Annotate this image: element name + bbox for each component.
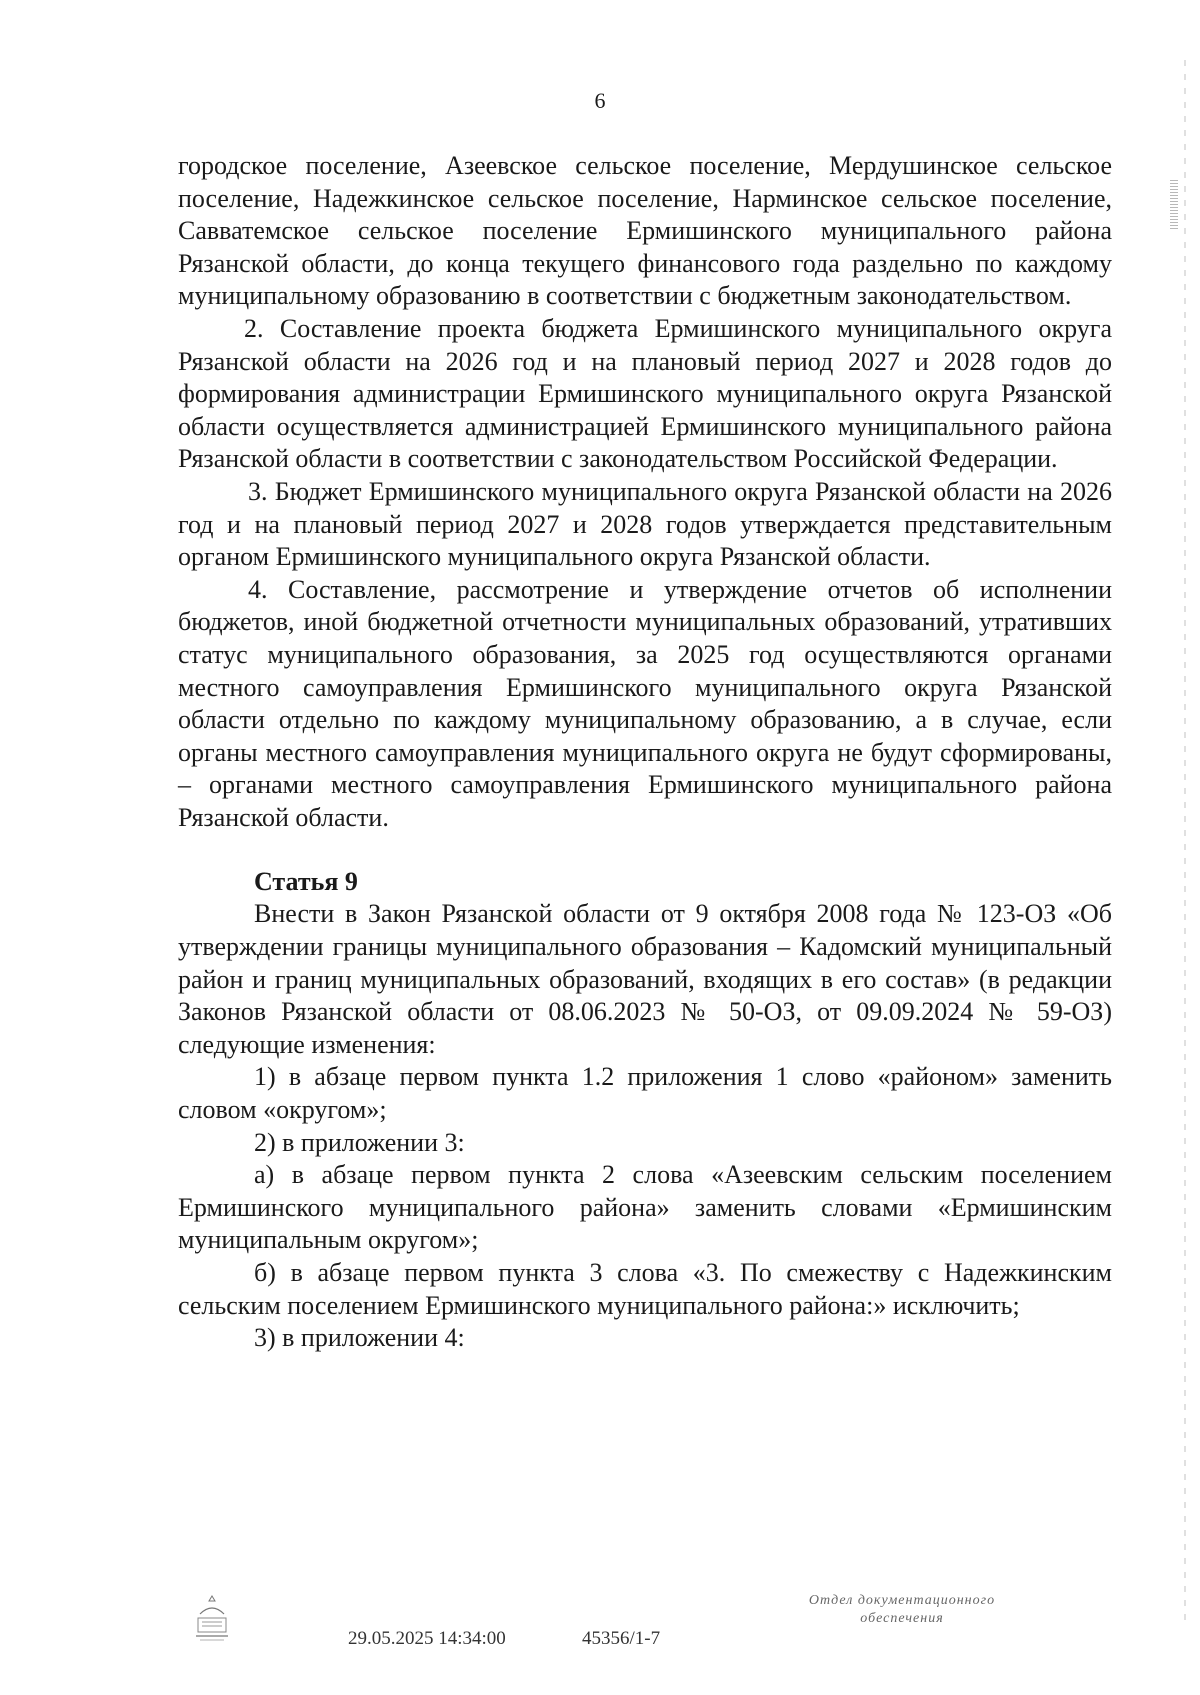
- article-intro: Внести в Закон Рязанской области от 9 октября 2008 года № 123-ОЗ «Об утверждении границы муниципального образования – Кадомский муниципальный район и границ муниципальных образований, входящих в его состав» (в редакции Законов Рязанской области от 08.06.2023 № 50-ОЗ, от 09.09.2024 № 59-ОЗ) следующие изменения:: [178, 899, 1112, 1059]
- page-number: 6: [594, 88, 606, 113]
- paragraph-4: 4. Составление, рассмотрение и утверждение отчетов об исполнении бюджетов, иной бюджетной отчетности муниципальных образований, утративших статус муниципального образования, за 2025 год осуществляются органами местного самоуправления Ермишинского муниципального округа Рязанской области отдельно по каждому муниципальному образованию, а в случае, если органы местного самоуправления муниципального округа не будут сформированы, – органами местного самоуправления Ермишинского муниципального района Рязанской области.: [178, 574, 1112, 832]
- scan-edge: [1184, 60, 1186, 1620]
- footer-stamp: [762, 1592, 1042, 1628]
- article-item-2b: б) в абзаце первом пункта 3 слова «3. По смежеству с Надежкинским сельским поселением Ермишинского муниципального района:» исключить;: [178, 1258, 1112, 1320]
- article-item-3: 3) в приложении 4:: [254, 1323, 465, 1353]
- stamp-line-2: обеспечения: [860, 1611, 944, 1626]
- article-item-2a: а) в абзаце первом пункта 2 слова «Азеевским сельским поселением Ермишинского муниципального района» заменить словами «Ермишинским муниципальным округом»;: [178, 1160, 1112, 1255]
- scan-artifact: [1170, 180, 1178, 230]
- footer-datetime: 29.05.2025 14:34:00: [348, 1628, 506, 1649]
- paragraph-2: 2. Составление проекта бюджета Ермишинского муниципального округа Рязанской области на 2026 год и на плановый период 2027 и 2028 годов до формирования администрации Ермишинского муниципального округа Рязанской области осуществляется администрацией Ермишинского муниципального района Рязанской области в соответствии с законодательством Российской Федерации.: [178, 313, 1112, 474]
- article-item-1: 1) в абзаце первом пункта 1.2 приложения 1 слово «районом» заменить словом «округом»;: [178, 1062, 1112, 1125]
- article-heading: Статья 9: [254, 867, 358, 897]
- footer-doc-number: 45356/1-7: [582, 1628, 661, 1649]
- document-body: [178, 150, 1112, 1355]
- stamp-line-1: Отдел документационного: [808, 1593, 996, 1608]
- paragraph-continuation: городское поселение, Азеевское сельское поселение, Мердушинское сельское поселение, Надежкинское сельское поселение, Нарминское сельское поселение, Савватемское сельское поселение Ермишинского муниципального района Рязанской области, до конца текущего финансового года раздельно по каждому муниципальному образованию в соответствии с бюджетным законодательством.: [178, 151, 1112, 311]
- paragraph-3: 3. Бюджет Ермишинского муниципального округа Рязанской области на 2026 год и на плановый период 2027 и 2028 годов утверждается представительным органом Ермишинского муниципального округа Рязанской области.: [178, 476, 1112, 572]
- emblem-logo: [192, 1592, 232, 1644]
- article-item-2: 2) в приложении 3:: [254, 1127, 465, 1157]
